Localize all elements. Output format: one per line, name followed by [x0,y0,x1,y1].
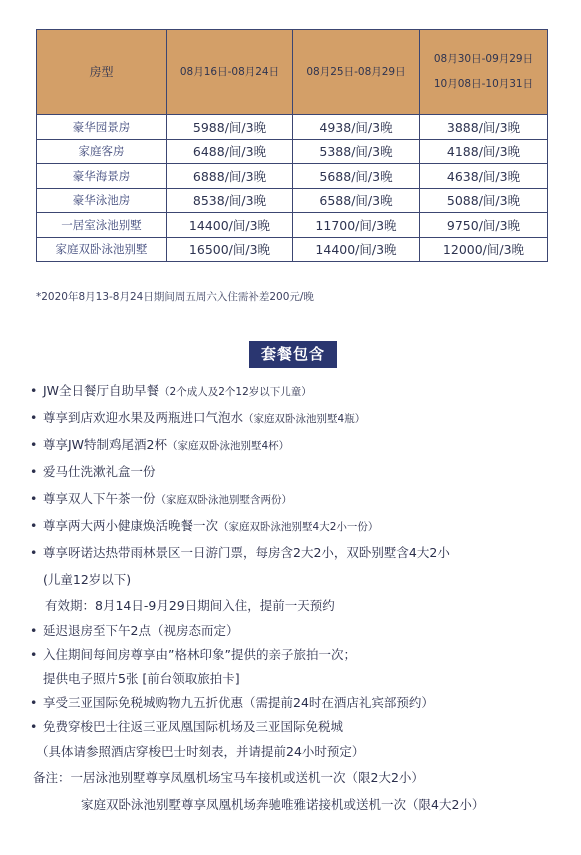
item-continuation: （具体请参照酒店穿梭巴士时刻表，并请提前24小时预定） [36,744,365,759]
list-item [30,543,450,561]
price-cell: 8538/间/3晚 [167,188,293,213]
list-item [30,408,365,426]
price-cell: 5688/间/3晚 [293,164,420,189]
room-name: 豪华泳池房 [37,188,167,213]
header-period-2: 08月25日-08月29日 [293,30,420,115]
price-cell: 6588/间/3晚 [293,188,420,213]
price-cell: 14400/间/3晚 [293,237,420,262]
price-cell: 9750/间/3晚 [420,213,548,238]
price-cell: 5988/间/3晚 [167,115,293,140]
item-text: 尊享两大两小健康焕活晚餐一次 [43,518,219,533]
room-name: 一居室泳池别墅 [37,213,167,238]
table-row [37,139,548,164]
table-header-row [37,30,548,115]
list-item [30,693,434,711]
price-cell: 16500/间/3晚 [167,237,293,262]
header-period-1: 08月16日-08月24日 [167,30,293,115]
price-cell: 11700/间/3晚 [293,213,420,238]
list-item [30,435,289,453]
room-name: 家庭客房 [37,139,167,164]
item-text: 爱马仕洗漱礼盒一份 [43,464,156,479]
price-cell: 3888/间/3晚 [420,115,548,140]
list-item [30,462,156,480]
table-row [37,164,548,189]
bullet-icon: • [30,647,38,662]
list-item [30,381,312,399]
price-cell: 14400/间/3晚 [167,213,293,238]
price-cell: 6488/间/3晚 [167,139,293,164]
item-text: JW全日餐厅自助早餐 [43,383,160,398]
price-cell: 5388/间/3晚 [293,139,420,164]
surcharge-note: *2020年8月13-8月24日期间周五周六入住需补差200元/晚 [36,291,314,303]
bullet-icon: • [30,491,38,506]
room-name: 豪华海景房 [37,164,167,189]
header-period-3b: 10月08日-10月31日 [433,78,534,90]
bullet-icon: • [30,623,38,638]
bullet-icon: • [30,518,38,533]
item-subtext: （家庭双卧泳池别墅4杯） [167,440,290,452]
item-text: 尊享JW特制鸡尾酒2杯 [43,437,167,452]
list-item [30,516,378,534]
bullet-icon: • [30,545,38,560]
item-continuation: (儿童12岁以下) [43,572,132,587]
table-row [37,237,548,262]
item-text: 入住期间每间房尊享由”格林印象”提供的亲子旅拍一次； [43,647,356,662]
header-room-type: 房型 [37,30,167,115]
bullet-icon: • [30,410,38,425]
item-subtext: （家庭双卧泳池别墅含两份） [155,494,293,506]
room-name: 家庭双卧泳池别墅 [37,237,167,262]
price-cell: 4188/间/3晚 [420,139,548,164]
price-cell: 6888/间/3晚 [167,164,293,189]
price-cell: 4638/间/3晚 [420,164,548,189]
item-subtext: （家庭双卧泳池别墅4瓶） [243,413,366,425]
item-continuation: 提供电子照片5张 [前台领取旅拍卡] [43,671,240,686]
remark-line-2: 家庭双卧泳池别墅尊享凤凰机场奔驰唯雅诺接机或送机一次（限4大2小） [81,797,485,812]
table-row [37,115,548,140]
bullet-icon: • [30,383,38,398]
item-subtext: （2个成人及2个12岁以下儿童） [159,386,312,398]
bullet-icon: • [30,719,38,734]
list-item [30,489,292,507]
header-period-3 [420,30,548,115]
item-text: 免费穿梭巴士往返三亚凤凰国际机场及三亚国际免税城 [43,719,344,734]
bullet-icon: • [30,695,38,710]
bullet-icon: • [30,437,38,452]
table-row [37,188,548,213]
item-continuation: 有效期：8月14日-9月29日期间入住，提前一天预约 [45,598,335,613]
price-cell: 5088/间/3晚 [420,188,548,213]
price-cell: 12000/间/3晚 [420,237,548,262]
price-table [36,29,548,262]
table-row [37,213,548,238]
header-period-3a: 08月30日-09月29日 [433,53,534,65]
remark-line-1: 备注：一居泳池别墅尊享凤凰机场宝马车接机或送机一次（限2大2小） [33,770,424,785]
item-text: 尊享双人下午茶一份 [43,491,156,506]
price-cell: 4938/间/3晚 [293,115,420,140]
item-text: 延迟退房至下午2点（视房态而定） [43,623,239,638]
list-item [30,645,356,663]
list-item [30,621,238,639]
item-subtext: （家庭双卧泳池别墅4大2小一份） [218,521,379,533]
list-item [30,717,343,735]
package-title: 套餐包含 [249,341,337,368]
bullet-icon: • [30,464,38,479]
item-text: 尊享到店欢迎水果及两瓶进口气泡水 [43,410,244,425]
item-text: 尊享呀诺达热带雨林景区一日游门票，每房含2大2小，双卧别墅含4大2小 [43,545,450,560]
room-name: 豪华园景房 [37,115,167,140]
item-text: 享受三亚国际免税城购物九五折优惠（需提前24时在酒店礼宾部预约） [43,695,434,710]
